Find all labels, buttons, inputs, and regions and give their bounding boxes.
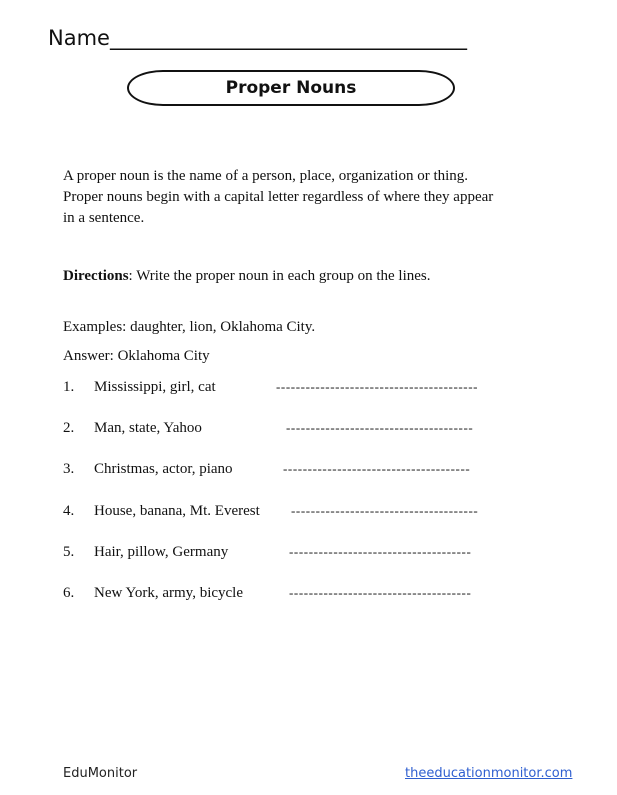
intro-paragraph: A proper noun is the name of a person, place, organization or thing. Proper nouns begin with a capital letter regardless of where they appear in a sentence. (63, 168, 494, 226)
answer-line[interactable]: -------------------------------------- (291, 503, 479, 518)
footer-link[interactable]: theeducationmonitor.com (405, 766, 573, 781)
item-words: Man, state, Yahoo (94, 420, 202, 436)
examples-text: Examples: daughter, lion, Oklahoma City. (63, 319, 316, 335)
answer-line[interactable]: -------------------------------------- (286, 420, 474, 435)
answer-line[interactable]: -------------------------------------- (283, 461, 471, 476)
footer-brand: EduMonitor (63, 766, 138, 781)
answer-text: Answer: Oklahoma City (63, 348, 210, 364)
page-title: Proper Nouns (225, 78, 357, 98)
directions (63, 268, 431, 285)
directions-text: : Write the proper noun in each group on the lines. (128, 268, 431, 284)
answer-line[interactable]: ------------------------------------- (289, 544, 472, 559)
directions-label: Directions (63, 268, 129, 284)
item-number: 4. (63, 503, 75, 519)
item-words: Mississippi, girl, cat (94, 379, 216, 395)
answer-line[interactable]: ------------------------------------- (289, 585, 472, 600)
item-words: New York, army, bicycle (94, 585, 243, 601)
item-words: Christmas, actor, piano (94, 461, 233, 477)
item-words: Hair, pillow, Germany (94, 544, 229, 560)
item-number: 3. (63, 461, 75, 477)
item-number: 1. (63, 379, 75, 395)
title-banner (127, 70, 455, 106)
item-number: 6. (63, 585, 75, 601)
item-number: 5. (63, 544, 75, 560)
answer-line[interactable]: ----------------------------------------- (276, 379, 479, 394)
item-words: House, banana, Mt. Everest (94, 503, 260, 519)
name-field-label: Name__________________________________ (48, 26, 467, 50)
item-number: 2. (63, 420, 75, 436)
